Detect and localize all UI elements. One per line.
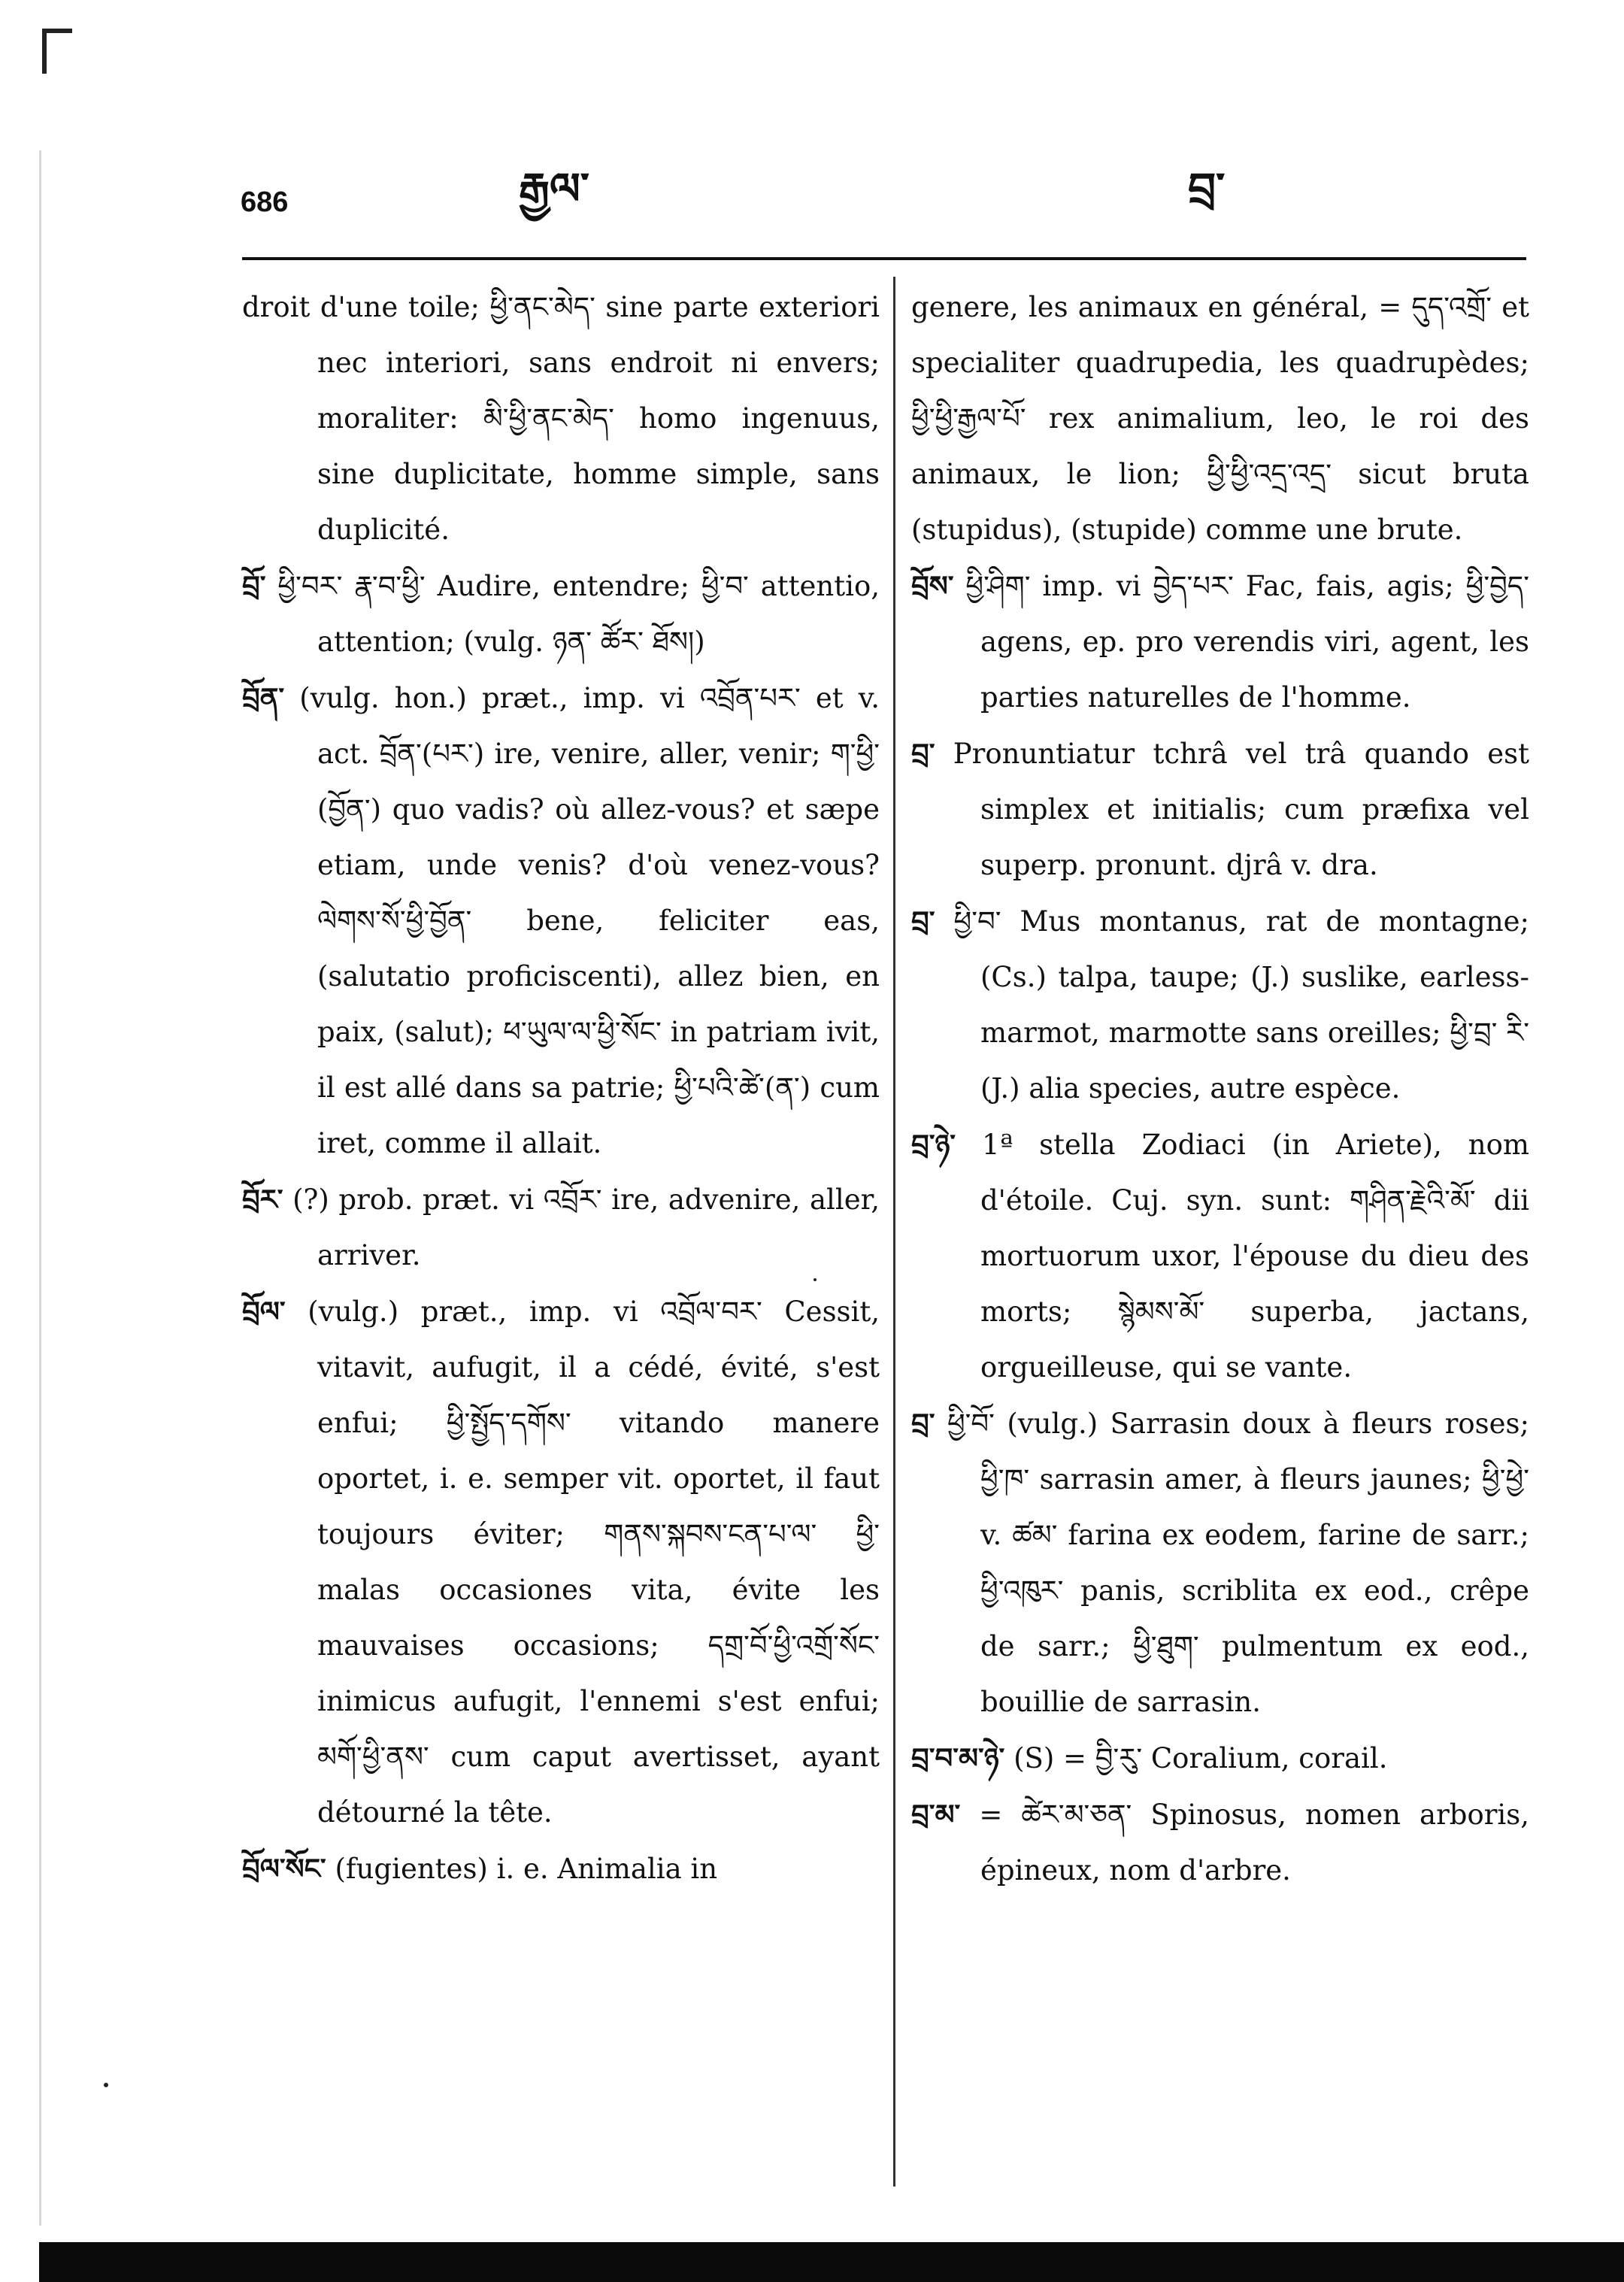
ink-speck <box>814 1278 817 1281</box>
page-corner-mark <box>42 29 47 74</box>
entry-headword: བྲ་བ་མ་ཉེ་ <box>911 1741 1005 1774</box>
entry-headword: བྲ་ <box>911 1407 935 1440</box>
entry-text: ཕྱི་བོ་ (vulg.) Sarrasin doux à fleurs roses; ཕྱི་ཁ་ sarrasin amer, à fleurs jaunes; ཕྱི་ཕྱེ་ v. ཚམ་ farina ex eodem, farine de sarr.; ཕྱི་འཁུར་ panis, scriblita ex eod., crêpe de sarr.; ཕྱི་ཐུག་ pulmentum ex eod., bouillie de sarrasin. <box>947 1408 1529 1718</box>
dictionary-entry <box>911 280 1529 558</box>
entry-text: = ཚེར་མ་ཅན་ Spinosus, nomen arboris, épineux, nom d'arbre. <box>979 1799 1529 1887</box>
dictionary-entry <box>911 1117 1529 1396</box>
entry-headword: བྲོས་ <box>911 569 954 602</box>
entry-headword: བྲོལ་ <box>242 1295 286 1328</box>
entry-text: 1ª stella Zodiaci (in Ariete), nom d'étoile. Cuj. syn. sunt: གཤིན་རྗེའི་མོ་ dii mortuorum uxor, l'épouse du dieu des morts; སྙེམས་མོ་ superba, jactans, orgueilleuse, qui se vante. <box>980 1129 1529 1383</box>
entry-headword: བྲོན་ <box>242 681 285 714</box>
entry-text: (S) = བྱི་རུ་ Coralium, corail. <box>1013 1742 1388 1774</box>
entry-headword: བྲ་ཉེ་ <box>911 1128 956 1161</box>
entry-text: (vulg. hon.) præt., imp. vi འབྲོན་པར་ et v. act. བྲོན་(པར་) ire, venire, aller, venir; ག་ཕྱི་(བྱོན་) quo vadis? où allez-vous? et sæpe etiam, unde venis? d'où venez-vous? ལེགས་སོ་ཕྱི་བྱོན་ bene, feliciter eas, (salutatio proficiscenti), allez bien, en paix, (salut); ཕ་ཡུལ་ལ་ཕྱི་སོང་ in patriam ivit, il est allé dans sa patrie; ཕྱི་པའི་ཚེ་(ན་) cum iret, comme il allait. <box>299 682 880 1159</box>
dictionary-entry <box>911 558 1529 726</box>
dictionary-entry <box>911 893 1529 1117</box>
scan-bottom-bar <box>39 2242 1624 2282</box>
entry-text: (vulg.) præt., imp. vi འབྲོལ་བར་ Cessit, vitavit, aufugit, il a cédé, évité, s'est enfui; ཕྱི་སྤྱོད་དགོས་ vitando manere oportet, i. e. semper vit. oportet, il faut toujours éviter; གནས་སྐབས་ངན་པ་ལ་ ཕྱི་ malas occasiones vita, évite les mauvaises occasions; དགྲ་བོ་ཕྱི་འགྲོ་སོང་ inimicus aufugit, l'ennemi s'est enfui; མགོ་ཕྱི་ནས་ cum caput avertisset, ayant détourné la tête. <box>308 1296 880 1829</box>
dictionary-entry <box>911 1396 1529 1730</box>
entry-headword: བྲ་མ་ <box>911 1798 961 1831</box>
dictionary-entry <box>242 1841 880 1897</box>
entry-text: ཕྱི་བར་ རྣ་བ་ཕྱི་ Audire, entendre; ཕྱི་བ་ attentio, attention; (vulg. ཉན་ ཚོར་ ཐོས།) <box>277 570 880 658</box>
entry-text: (?) prob. præt. vi འབྲོར་ ire, advenire, aller, arriver. <box>292 1183 880 1271</box>
dictionary-entry <box>242 280 880 558</box>
entry-text: ཕྱི་ཤིག་ imp. vi བྱེད་པར་ Fac, fais, agis; ཕྱི་བྱེད་ agens, ep. pro verendis viri, agent, les parties naturelles de l'homme. <box>965 570 1529 714</box>
running-head-right: བྲ་ <box>1188 163 1226 214</box>
entry-text: droit d'une toile; ཕྱི་ནང་མེད་ sine parte exteriori nec interiori, sans endroit ni envers; moraliter: མི་ཕྱི་ནང་མེད་ homo ingenuus, sine duplicitate, homme simple, sans duplicité. <box>242 291 880 546</box>
page-number: 686 <box>241 186 289 218</box>
entry-headword: བྲ་ <box>911 737 935 770</box>
entry-headword: བྲ་ <box>911 905 935 938</box>
entry-text: ཕྱི་བ་ Mus montanus, rat de montagne; (Cs.) talpa, taupe; (J.) suslike, earless-marmot, marmotte sans oreilles; ཕྱི་བྲ་ རི་ (J.) alia species, autre espèce. <box>953 905 1530 1105</box>
dictionary-entry <box>911 726 1529 893</box>
dictionary-entry <box>911 1787 1529 1899</box>
entry-text: (fugientes) i. e. Animalia in <box>335 1853 718 1885</box>
page-left-edge <box>39 150 41 2226</box>
header-rule <box>242 257 1526 260</box>
dictionary-entry <box>911 1730 1529 1787</box>
dictionary-entry <box>242 670 880 1171</box>
running-head-left: རྒྱལ་ <box>519 163 589 214</box>
left-column <box>242 280 880 1897</box>
column-divider <box>893 277 895 2187</box>
entry-headword: བྲོལ་སོང་ <box>242 1852 326 1885</box>
entry-text: genere, les animaux en général, = དུད་འགྲོ་ et specialiter quadrupedia, les quadrupèdes; ཕྱི་ཕྱི་རྒྱལ་པོ་ rex animalium, leo, le roi des animaux, le lion; ཕྱི་ཕྱི་འདྲ་འདྲ་ sicut bruta (stupidus), (stupide) comme une brute. <box>911 291 1529 546</box>
right-column <box>911 280 1529 1899</box>
entry-headword: བྲོར་ <box>242 1183 283 1216</box>
ink-speck <box>104 2083 108 2087</box>
entry-text: Pronuntiatur tchrâ vel trâ quando est simplex et initialis; cum præfixa vel superp. pronunt. djrâ v. dra. <box>953 738 1529 881</box>
dictionary-entry <box>242 1171 880 1283</box>
dictionary-entry <box>242 558 880 670</box>
entry-headword: བྲོ་ <box>242 569 266 602</box>
dictionary-entry <box>242 1283 880 1841</box>
